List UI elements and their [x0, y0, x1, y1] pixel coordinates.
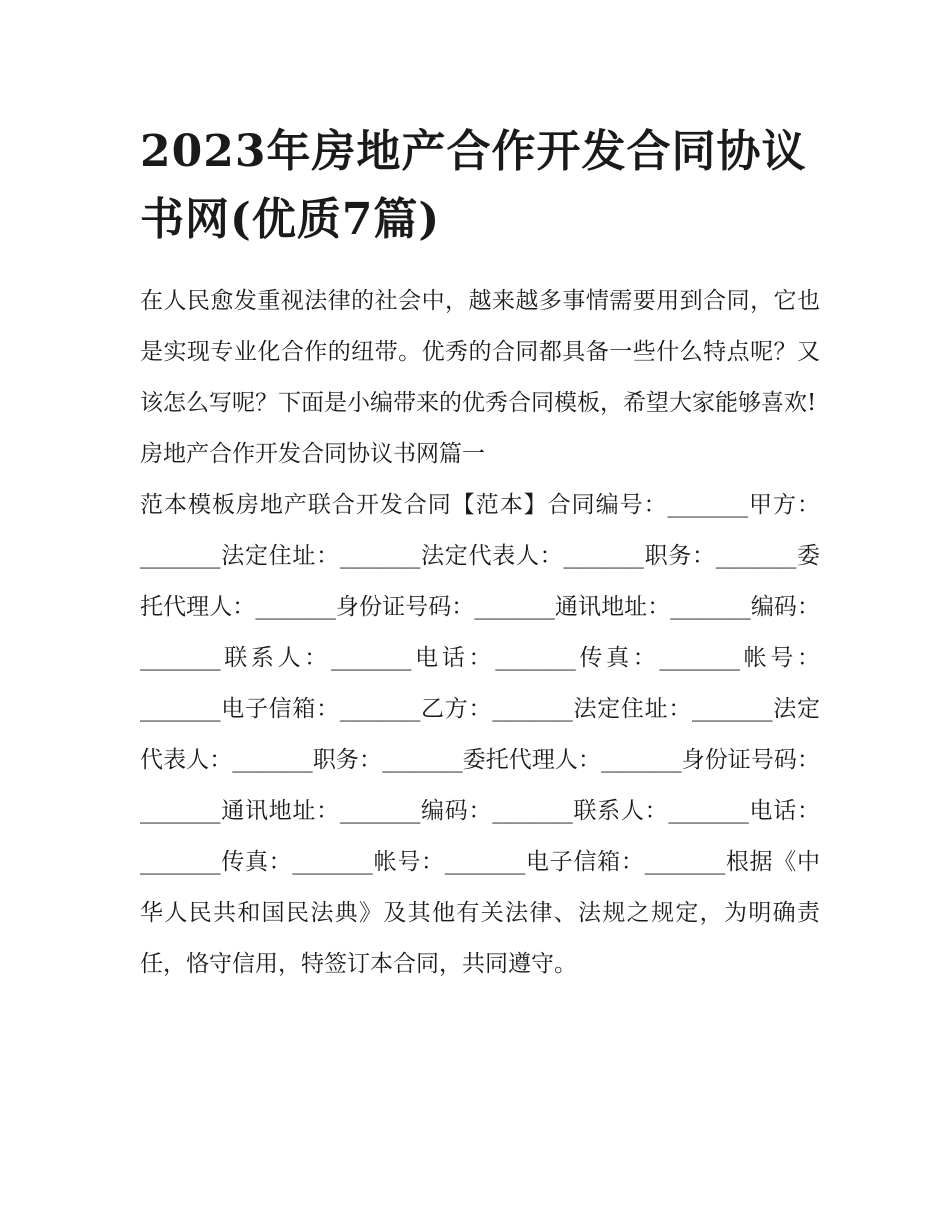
- contract-paragraph: 范本模板房地产联合开发合同【范本】合同编号：_______甲方：_______法定住址：_______法定代表人：_______职务：_______委托代理人：_______身份证号码：_______通讯地址：_______编码：_______联系人：_______电话：_______传真：_______帐号：_______电子信箱：_______乙方：_______法定住址：_______法定代表人：_______职务：_______委托代理人：_______身份证号码：_______通讯地址：_______编码：_______联系人：_______电话：_______传真：_______帐号：_______电子信箱：_______根据《中华人民共和国民法典》及其他有关法律、法规之规定，为明确责任，恪守信用，特签订本合同，共同遵守。: [140, 492, 820, 977]
- document-body: [140, 276, 820, 990]
- section-heading: 房地产合作开发合同协议书网篇一: [140, 441, 485, 467]
- intro-paragraph: 在人民愈发重视法律的社会中，越来越多事情需要用到合同，它也是实现专业化合作的纽带。优秀的合同都具备一些什么特点呢？又该怎么写呢？下面是小编带来的优秀合同模板，希望大家能够喜欢!: [140, 288, 820, 416]
- document-title: 2023年房地产合作开发合同协议书网(优质7篇): [140, 126, 807, 245]
- document-page: [140, 118, 820, 990]
